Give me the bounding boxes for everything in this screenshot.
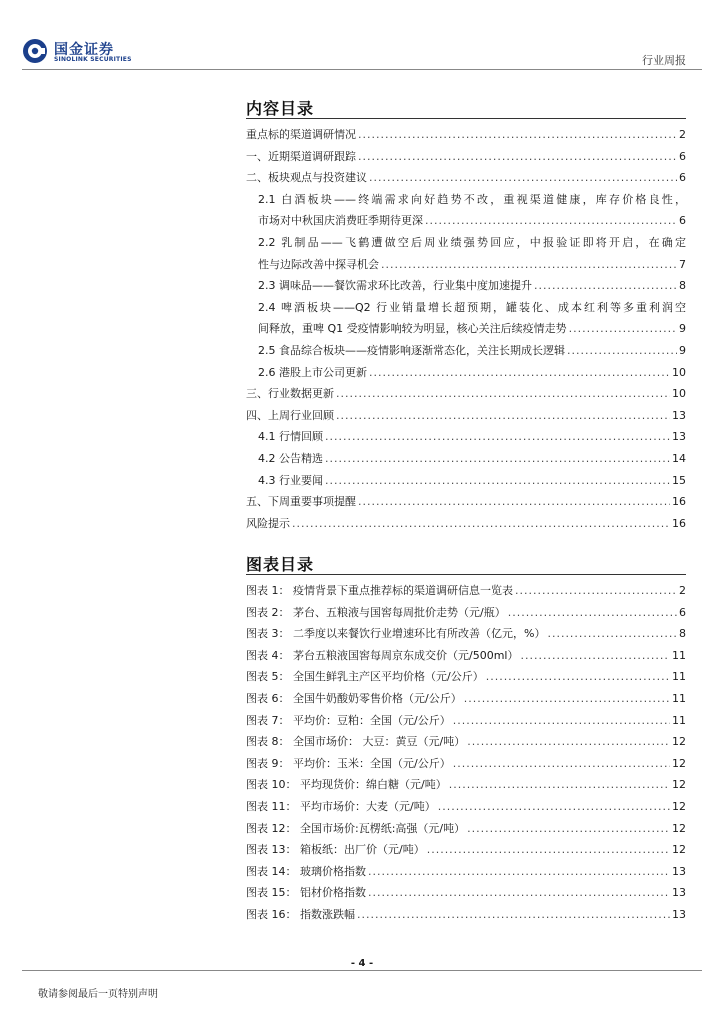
contents-title: 内容目录 <box>246 99 315 118</box>
figure-entry[interactable] <box>246 818 686 840</box>
dot-leader <box>325 470 670 492</box>
figure-entry[interactable] <box>246 774 686 796</box>
figure-entry[interactable] <box>246 839 686 861</box>
toc-entry-text: 四、上周行业回顾 <box>246 408 334 422</box>
figure-entry-page: 11 <box>672 670 686 684</box>
figure-entry[interactable] <box>246 861 686 883</box>
toc-entry-page: 10 <box>672 387 686 401</box>
toc-entry-page: 14 <box>672 451 686 465</box>
figure-entry[interactable] <box>246 645 686 667</box>
dot-leader <box>520 645 670 667</box>
figure-entry-page: 11 <box>672 691 686 705</box>
dot-leader <box>381 254 677 276</box>
logo-english-name: SINOLINK SECURITIES <box>54 56 132 63</box>
toc-entry-page: 2 <box>679 128 686 141</box>
toc-entry-text: 重点标的渠道调研情况 <box>246 128 356 141</box>
figure-entry-text: 图表 9： 平均价：玉米：全国（元/公斤） <box>246 756 451 770</box>
toc-entry[interactable] <box>246 340 686 362</box>
figure-entry-text: 图表 3： 二季度以来餐饮行业增速环比有所改善（亿元，%） <box>246 627 546 641</box>
dot-leader <box>425 210 677 232</box>
toc-entry-line1: 2.4 啤酒板块——Q2 行业销量增长超预期，罐装化、成本红利等多重利润空 <box>258 300 686 314</box>
figure-entry-page: 11 <box>672 648 686 662</box>
figure-entry-text: 图表 6： 全国牛奶酸奶零售价格（元/公斤） <box>246 691 462 705</box>
figures-title-rule <box>246 574 686 575</box>
dot-leader <box>325 448 670 470</box>
page-number <box>0 958 724 969</box>
toc-entry[interactable] <box>246 124 686 146</box>
dot-leader <box>336 383 670 405</box>
toc-entry-line1: 2.1 白酒板块——终端需求向好趋势不改，重视渠道健康，库存价格良性， <box>258 192 686 206</box>
toc-entry-page: 13 <box>672 408 686 422</box>
toc-entry[interactable] <box>246 426 686 448</box>
figure-entry-text: 图表 14： 玻璃价格指数 <box>246 864 366 878</box>
dot-leader <box>336 405 670 427</box>
figure-entry-text: 图表 7： 平均价：豆粕：全国（元/公斤） <box>246 713 451 727</box>
toc-entry-text: 2.6 港股上市公司更新 <box>258 365 367 379</box>
header-divider <box>22 69 702 70</box>
figure-entry[interactable] <box>246 796 686 818</box>
toc-entry-page: 15 <box>672 473 686 487</box>
figure-entry-text: 图表 8： 全国市场价： 大豆：黄豆（元/吨） <box>246 735 466 749</box>
figure-entry-page: 13 <box>672 907 686 921</box>
figure-entry-page: 12 <box>672 799 686 813</box>
figure-entry[interactable] <box>246 753 686 775</box>
contents-title-rule <box>246 118 686 119</box>
dot-leader <box>515 580 677 602</box>
page-header <box>0 0 724 72</box>
figure-entry-text: 图表 13： 箱板纸：出厂价（元/吨） <box>246 843 425 857</box>
figure-entry[interactable] <box>246 688 686 710</box>
figure-entry-text: 图表 12： 全国市场价:瓦楞纸:高强（元/吨） <box>246 821 466 835</box>
disclaimer-text: 敬请参阅最后一页特别声明 <box>38 989 158 1000</box>
dot-leader <box>449 774 670 796</box>
toc-entry-text: 4.1 行情回顾 <box>258 430 323 444</box>
figures-title: 图表目录 <box>246 555 315 574</box>
toc-entry-text: 五、下周重要事项提醒 <box>246 495 356 509</box>
dot-leader <box>325 426 670 448</box>
toc-entry-page: 6 <box>679 171 686 185</box>
figure-entry-text: 图表 1： 疫情背景下重点推荐标的渠道调研信息一览表 <box>246 584 513 597</box>
toc-entry-page: 9 <box>679 343 686 357</box>
toc-entry[interactable] <box>246 146 686 168</box>
figure-entry[interactable] <box>246 731 686 753</box>
dot-leader <box>508 602 677 624</box>
toc-entry-page: 13 <box>672 430 686 444</box>
toc-entry-text: 4.3 行业要闻 <box>258 473 323 487</box>
toc-entry[interactable] <box>246 491 686 513</box>
dot-leader <box>358 491 670 513</box>
footer-divider <box>22 970 702 971</box>
toc-entry[interactable] <box>246 513 686 535</box>
figure-entry[interactable] <box>246 602 686 624</box>
figure-entry-page: 13 <box>672 886 686 900</box>
toc-entry-page: 9 <box>679 322 686 336</box>
figure-entry-text: 图表 15： 铝材价格指数 <box>246 886 366 900</box>
toc-entry-text: 2.3 调味品——餐饮需求环比改善，行业集中度加速提升 <box>258 279 532 293</box>
figure-entry-text: 图表 11： 平均市场价：大麦（元/吨） <box>246 799 436 813</box>
toc-entry[interactable] <box>246 405 686 427</box>
figure-entry[interactable] <box>246 882 686 904</box>
toc-entry-text: 间释放，重啤 Q1 受疫情影响较为明显，核心关注后续疫情走势 <box>258 322 567 336</box>
toc-entry-page: 16 <box>672 516 686 530</box>
figure-entry-text: 图表 5： 全国生鲜乳主产区平均价格（元/公斤） <box>246 670 484 684</box>
page-number-text: - 4 - <box>347 958 377 969</box>
figure-entry-page: 8 <box>679 627 686 641</box>
toc-entry-page: 6 <box>679 149 686 163</box>
figure-entry-page: 12 <box>672 735 686 749</box>
figure-entry[interactable] <box>246 666 686 688</box>
toc-entry-line1: 2.2 乳制品——飞鹤遭做空后周业绩强势回应，中报验证即将开启，在确定 <box>258 235 686 249</box>
dot-leader <box>438 796 670 818</box>
company-logo <box>22 38 142 68</box>
figure-entry-text: 图表 2： 茅台、五粮液与国窖每周批价走势（元/瓶） <box>246 605 506 619</box>
dot-leader <box>567 340 677 362</box>
figure-entry-page: 12 <box>672 843 686 857</box>
toc-entry-text: 性与边际改善中探寻机会 <box>258 257 379 271</box>
dot-leader <box>467 818 670 840</box>
figure-entry[interactable] <box>246 904 686 926</box>
dot-leader <box>358 146 677 168</box>
dot-leader <box>358 124 677 146</box>
dot-leader <box>292 513 670 535</box>
toc-entry[interactable] <box>246 167 686 189</box>
dot-leader <box>464 688 670 710</box>
dot-leader <box>369 362 670 384</box>
figure-entry-page: 13 <box>672 864 686 878</box>
toc-entry-text: 市场对中秋国庆消费旺季期待更深 <box>258 214 423 228</box>
sinolink-logo-icon <box>22 38 48 64</box>
figure-entry-text: 图表 4： 茅台五粮液国窖每周京东成交价（元/500ml） <box>246 648 519 662</box>
dot-leader <box>427 839 670 861</box>
toc-entry-text: 一、近期渠道调研跟踪 <box>246 149 356 163</box>
dot-leader <box>369 167 677 189</box>
figure-entry[interactable] <box>246 623 686 645</box>
dot-leader <box>368 882 670 904</box>
figure-entry-page: 6 <box>679 605 686 619</box>
toc-entry[interactable] <box>246 189 686 232</box>
toc-entry-page: 8 <box>679 279 686 293</box>
toc-entry-text: 三、行业数据更新 <box>246 387 334 401</box>
dot-leader <box>357 904 670 926</box>
figure-entry[interactable] <box>246 580 686 602</box>
toc-entry[interactable] <box>246 448 686 470</box>
toc-entry-page: 16 <box>672 495 686 509</box>
toc-entry[interactable] <box>246 232 686 275</box>
toc-entry-page: 6 <box>679 214 686 228</box>
toc-entry-text: 二、板块观点与投资建议 <box>246 171 367 185</box>
toc-entry-page: 7 <box>679 257 686 271</box>
figure-entry-page: 2 <box>679 584 686 597</box>
toc-entry-text: 4.2 公告精选 <box>258 451 323 465</box>
dot-leader <box>534 275 677 297</box>
dot-leader <box>453 753 670 775</box>
toc-entry[interactable] <box>246 470 686 492</box>
figure-entry-page: 11 <box>672 713 686 727</box>
toc-entry-page: 10 <box>672 365 686 379</box>
dot-leader <box>368 861 670 883</box>
dot-leader <box>467 731 670 753</box>
toc-entry-text: 风险提示 <box>246 516 290 530</box>
toc-entry[interactable] <box>246 383 686 405</box>
report-type-label: 行业周报 <box>642 54 686 67</box>
figure-entry[interactable] <box>246 710 686 732</box>
logo-chinese-name: 国金证券 <box>54 42 114 58</box>
dot-leader <box>486 666 670 688</box>
toc-entry[interactable] <box>246 362 686 384</box>
figure-entry-text: 图表 16： 指数涨跌幅 <box>246 907 355 921</box>
toc-entry-text: 2.5 食品综合板块——疫情影响逐渐常态化，关注长期成长逻辑 <box>258 343 565 357</box>
figures-list <box>246 580 686 926</box>
dot-leader <box>547 623 677 645</box>
dot-leader <box>569 318 677 340</box>
toc-entry[interactable] <box>246 275 686 297</box>
dot-leader <box>453 710 670 732</box>
figure-entry-page: 12 <box>672 778 686 792</box>
figure-entry-text: 图表 10： 平均现货价：绵白糖（元/吨） <box>246 778 447 792</box>
figure-entry-page: 12 <box>672 756 686 770</box>
contents-list <box>246 124 686 534</box>
toc-entry[interactable] <box>246 297 686 340</box>
figure-entry-page: 12 <box>672 821 686 835</box>
